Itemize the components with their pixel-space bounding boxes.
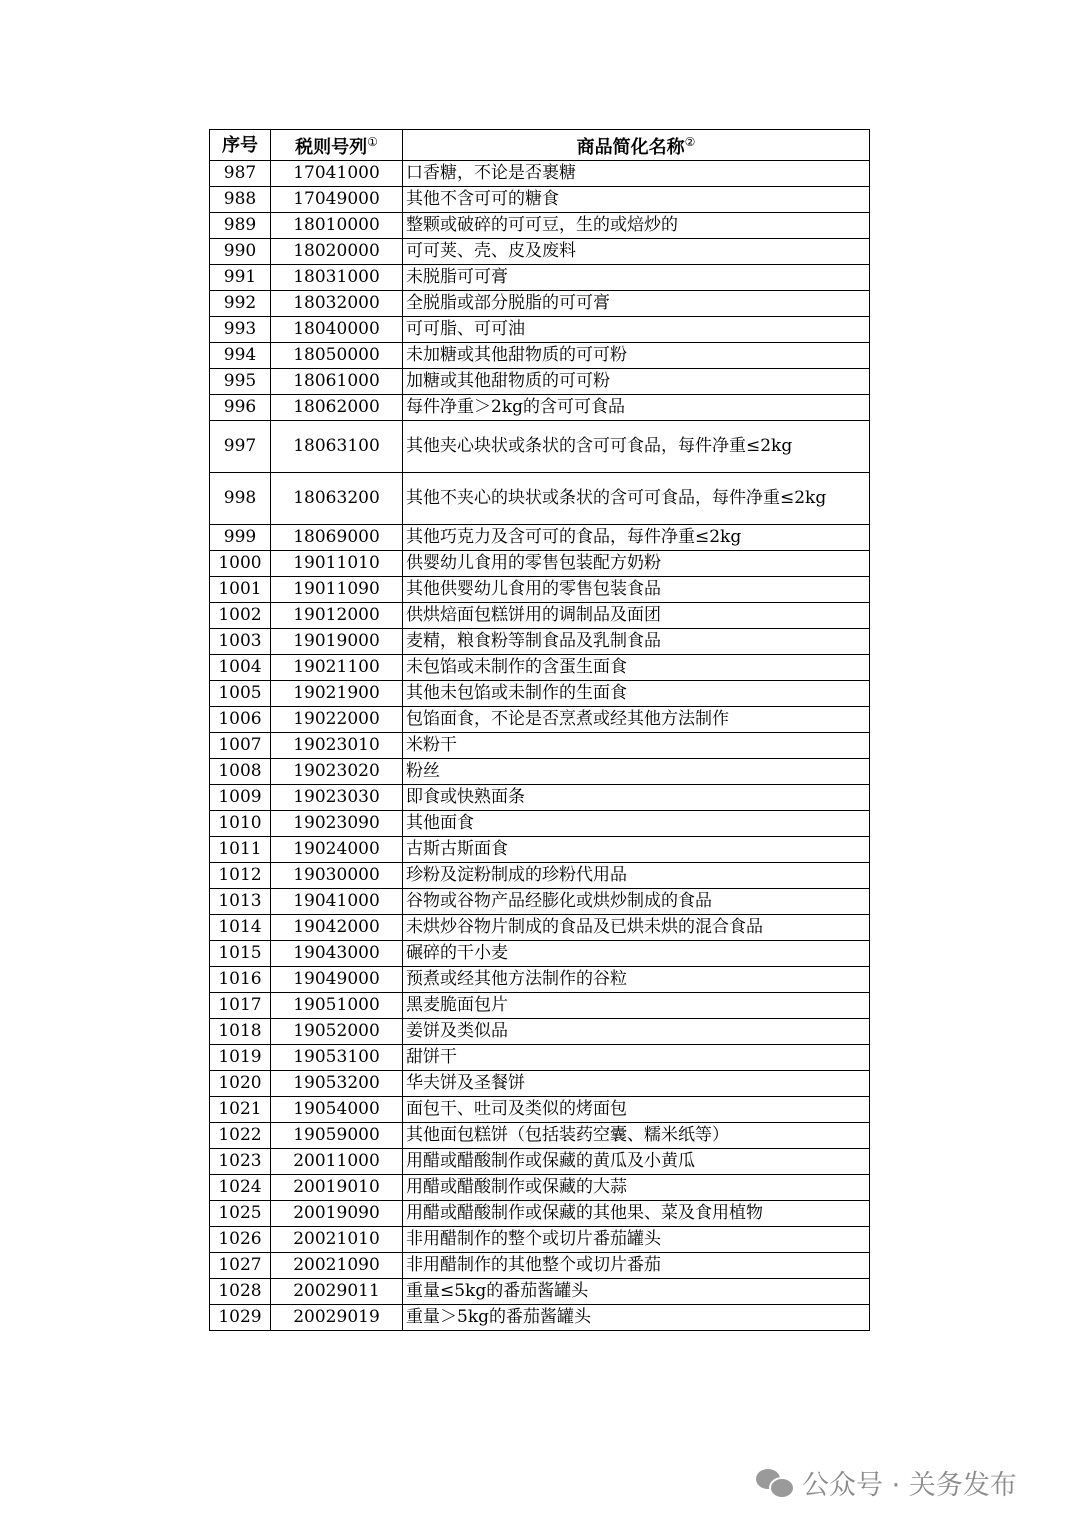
table-row: [210, 213, 870, 239]
cell-seq: 994: [210, 343, 271, 369]
cell-code: 18031000: [271, 265, 403, 291]
footnote-mark: ②: [684, 135, 696, 149]
cell-name: 用醋或醋酸制作或保藏的其他果、菜及食用植物: [403, 1201, 870, 1227]
cell-name: 可可荚、壳、皮及废料: [403, 239, 870, 265]
cell-seq: 1008: [210, 759, 271, 785]
cell-code: 20019010: [271, 1175, 403, 1201]
cell-code: 19053100: [271, 1045, 403, 1071]
cell-name: 未加糖或其他甜物质的可可粉: [403, 343, 870, 369]
cell-seq: 1010: [210, 811, 271, 837]
table-row: [210, 681, 870, 707]
table-row: [210, 1045, 870, 1071]
header-row: [210, 130, 870, 161]
table-row: [210, 759, 870, 785]
table-body: [210, 161, 870, 1331]
cell-code: 19021100: [271, 655, 403, 681]
cell-name: 供烘焙面包糕饼用的调制品及面团: [403, 603, 870, 629]
cell-name: 用醋或醋酸制作或保藏的黄瓜及小黄瓜: [403, 1149, 870, 1175]
cell-code: 19052000: [271, 1019, 403, 1045]
table-row: [210, 239, 870, 265]
table-row: [210, 863, 870, 889]
table-row: [210, 343, 870, 369]
table-row: [210, 551, 870, 577]
table-row: [210, 967, 870, 993]
cell-code: 19023090: [271, 811, 403, 837]
table-row: [210, 395, 870, 421]
cell-code: 19024000: [271, 837, 403, 863]
cell-name: 谷物或谷物产品经膨化或烘炒制成的食品: [403, 889, 870, 915]
cell-name: 其他巧克力及含可可的食品，每件净重≤2kg: [403, 525, 870, 551]
cell-name: 麦精，粮食粉等制食品及乳制食品: [403, 629, 870, 655]
table-row: [210, 1305, 870, 1331]
table-row: [210, 421, 870, 473]
cell-seq: 993: [210, 317, 271, 343]
cell-code: 19023020: [271, 759, 403, 785]
cell-seq: 989: [210, 213, 271, 239]
cell-code: 17049000: [271, 187, 403, 213]
cell-name: 每件净重＞2kg的含可可食品: [403, 395, 870, 421]
cell-name: 其他未包馅或未制作的生面食: [403, 681, 870, 707]
cell-name: 黑麦脆面包片: [403, 993, 870, 1019]
table-row: [210, 369, 870, 395]
cell-seq: 1000: [210, 551, 271, 577]
table-row: [210, 265, 870, 291]
cell-name: 用醋或醋酸制作或保藏的大蒜: [403, 1175, 870, 1201]
cell-seq: 1009: [210, 785, 271, 811]
table-row: [210, 785, 870, 811]
cell-code: 19023010: [271, 733, 403, 759]
cell-name: 整颗或破碎的可可豆，生的或焙炒的: [403, 213, 870, 239]
cell-name: 其他不含可可的糖食: [403, 187, 870, 213]
cell-code: 19043000: [271, 941, 403, 967]
cell-seq: 990: [210, 239, 271, 265]
table-row: [210, 889, 870, 915]
table-row: [210, 811, 870, 837]
cell-code: 20029019: [271, 1305, 403, 1331]
cell-seq: 1026: [210, 1227, 271, 1253]
table-row: [210, 1175, 870, 1201]
cell-seq: 1014: [210, 915, 271, 941]
cell-name: 米粉干: [403, 733, 870, 759]
cell-name: 重量≤5kg的番茄酱罐头: [403, 1279, 870, 1305]
table-row: [210, 1123, 870, 1149]
table-row: [210, 941, 870, 967]
cell-name: 甜饼干: [403, 1045, 870, 1071]
cell-name: 珍粉及淀粉制成的珍粉代用品: [403, 863, 870, 889]
cell-name: 非用醋制作的其他整个或切片番茄: [403, 1253, 870, 1279]
cell-name: 未包馅或未制作的含蛋生面食: [403, 655, 870, 681]
cell-code: 19042000: [271, 915, 403, 941]
table-row: [210, 1253, 870, 1279]
cell-code: 20021090: [271, 1253, 403, 1279]
cell-code: 18063200: [271, 473, 403, 525]
cell-name: 其他供婴幼儿食用的零售包装食品: [403, 577, 870, 603]
header-name: 商品简化名称②: [403, 130, 870, 161]
cell-seq: 1020: [210, 1071, 271, 1097]
table-row: [210, 707, 870, 733]
cell-code: 19041000: [271, 889, 403, 915]
cell-code: 19019000: [271, 629, 403, 655]
cell-name: 口香糖，不论是否裹糖: [403, 161, 870, 187]
cell-seq: 1003: [210, 629, 271, 655]
footnote-mark: ①: [367, 135, 378, 149]
header-seq: 序号: [210, 130, 271, 161]
cell-code: 18062000: [271, 395, 403, 421]
table-row: [210, 1019, 870, 1045]
cell-seq: 1002: [210, 603, 271, 629]
cell-code: 18063100: [271, 421, 403, 473]
cell-seq: 1021: [210, 1097, 271, 1123]
table-row: [210, 473, 870, 525]
cell-code: 19051000: [271, 993, 403, 1019]
cell-code: 18050000: [271, 343, 403, 369]
cell-code: 19023030: [271, 785, 403, 811]
cell-name: 未脱脂可可膏: [403, 265, 870, 291]
cell-seq: 1012: [210, 863, 271, 889]
cell-code: 19054000: [271, 1097, 403, 1123]
table-row: [210, 1149, 870, 1175]
table-row: [210, 837, 870, 863]
cell-name: 其他面食: [403, 811, 870, 837]
cell-name: 粉丝: [403, 759, 870, 785]
cell-seq: 1022: [210, 1123, 271, 1149]
cell-code: 20019090: [271, 1201, 403, 1227]
cell-code: 19022000: [271, 707, 403, 733]
cell-code: 19012000: [271, 603, 403, 629]
cell-code: 17041000: [271, 161, 403, 187]
cell-seq: 999: [210, 525, 271, 551]
cell-seq: 1018: [210, 1019, 271, 1045]
table-row: [210, 317, 870, 343]
cell-name: 未烘炒谷物片制成的食品及已烘未烘的混合食品: [403, 915, 870, 941]
cell-seq: 1001: [210, 577, 271, 603]
table-row: [210, 1071, 870, 1097]
table-row: [210, 1097, 870, 1123]
cell-seq: 1011: [210, 837, 271, 863]
cell-name: 古斯古斯面食: [403, 837, 870, 863]
table-row: [210, 1201, 870, 1227]
cell-seq: 995: [210, 369, 271, 395]
table-row: [210, 993, 870, 1019]
table-row: [210, 577, 870, 603]
cell-name: 预煮或经其他方法制作的谷粒: [403, 967, 870, 993]
cell-code: 18069000: [271, 525, 403, 551]
header-code: 税则号列①: [271, 130, 403, 161]
cell-code: 19030000: [271, 863, 403, 889]
cell-name: 其他夹心块状或条状的含可可食品，每件净重≤2kg: [403, 421, 870, 473]
cell-seq: 1023: [210, 1149, 271, 1175]
cell-code: 19011010: [271, 551, 403, 577]
cell-seq: 1016: [210, 967, 271, 993]
cell-code: 18040000: [271, 317, 403, 343]
cell-code: 19021900: [271, 681, 403, 707]
cell-seq: 1015: [210, 941, 271, 967]
cell-code: 20011000: [271, 1149, 403, 1175]
cell-name: 可可脂、可可油: [403, 317, 870, 343]
table-row: [210, 733, 870, 759]
cell-seq: 1013: [210, 889, 271, 915]
cell-seq: 991: [210, 265, 271, 291]
cell-code: 18020000: [271, 239, 403, 265]
cell-seq: 988: [210, 187, 271, 213]
cell-code: 19049000: [271, 967, 403, 993]
cell-code: 19011090: [271, 577, 403, 603]
cell-seq: 1006: [210, 707, 271, 733]
cell-code: 18010000: [271, 213, 403, 239]
cell-name: 全脱脂或部分脱脂的可可膏: [403, 291, 870, 317]
cell-name: 加糖或其他甜物质的可可粉: [403, 369, 870, 395]
cell-code: 20029011: [271, 1279, 403, 1305]
table-row: [210, 1279, 870, 1305]
cell-name: 面包干、吐司及类似的烤面包: [403, 1097, 870, 1123]
cell-seq: 1004: [210, 655, 271, 681]
cell-seq: 987: [210, 161, 271, 187]
cell-name: 即食或快熟面条: [403, 785, 870, 811]
cell-name: 包馅面食，不论是否烹煮或经其他方法制作: [403, 707, 870, 733]
watermark-text: 公众号 · 关务发布: [802, 1469, 1017, 1501]
cell-code: 19059000: [271, 1123, 403, 1149]
cell-seq: 992: [210, 291, 271, 317]
cell-seq: 1025: [210, 1201, 271, 1227]
cell-name: 其他不夹心的块状或条状的含可可食品，每件净重≤2kg: [403, 473, 870, 525]
cell-seq: 1007: [210, 733, 271, 759]
cell-code: 19053200: [271, 1071, 403, 1097]
cell-seq: 1019: [210, 1045, 271, 1071]
cell-seq: 1005: [210, 681, 271, 707]
table-row: [210, 655, 870, 681]
tariff-table: [209, 129, 870, 1331]
table-row: [210, 187, 870, 213]
table-row: [210, 915, 870, 941]
cell-code: 18061000: [271, 369, 403, 395]
cell-seq: 998: [210, 473, 271, 525]
cell-code: 20021010: [271, 1227, 403, 1253]
cell-seq: 997: [210, 421, 271, 473]
cell-seq: 1027: [210, 1253, 271, 1279]
cell-seq: 1017: [210, 993, 271, 1019]
table-row: [210, 291, 870, 317]
cell-name: 非用醋制作的整个或切片番茄罐头: [403, 1227, 870, 1253]
cell-name: 重量＞5kg的番茄酱罐头: [403, 1305, 870, 1331]
wechat-icon: [756, 1467, 792, 1497]
table-row: [210, 525, 870, 551]
cell-seq: 996: [210, 395, 271, 421]
table-row: [210, 161, 870, 187]
cell-name: 碾碎的干小麦: [403, 941, 870, 967]
cell-seq: 1024: [210, 1175, 271, 1201]
table-row: [210, 629, 870, 655]
cell-seq: 1028: [210, 1279, 271, 1305]
cell-name: 华夫饼及圣餐饼: [403, 1071, 870, 1097]
cell-code: 18032000: [271, 291, 403, 317]
watermark: [756, 1462, 1017, 1502]
cell-seq: 1029: [210, 1305, 271, 1331]
cell-name: 供婴幼儿食用的零售包装配方奶粉: [403, 551, 870, 577]
table-row: [210, 603, 870, 629]
cell-name: 姜饼及类似品: [403, 1019, 870, 1045]
table-row: [210, 1227, 870, 1253]
cell-name: 其他面包糕饼（包括装药空囊、糯米纸等）: [403, 1123, 870, 1149]
